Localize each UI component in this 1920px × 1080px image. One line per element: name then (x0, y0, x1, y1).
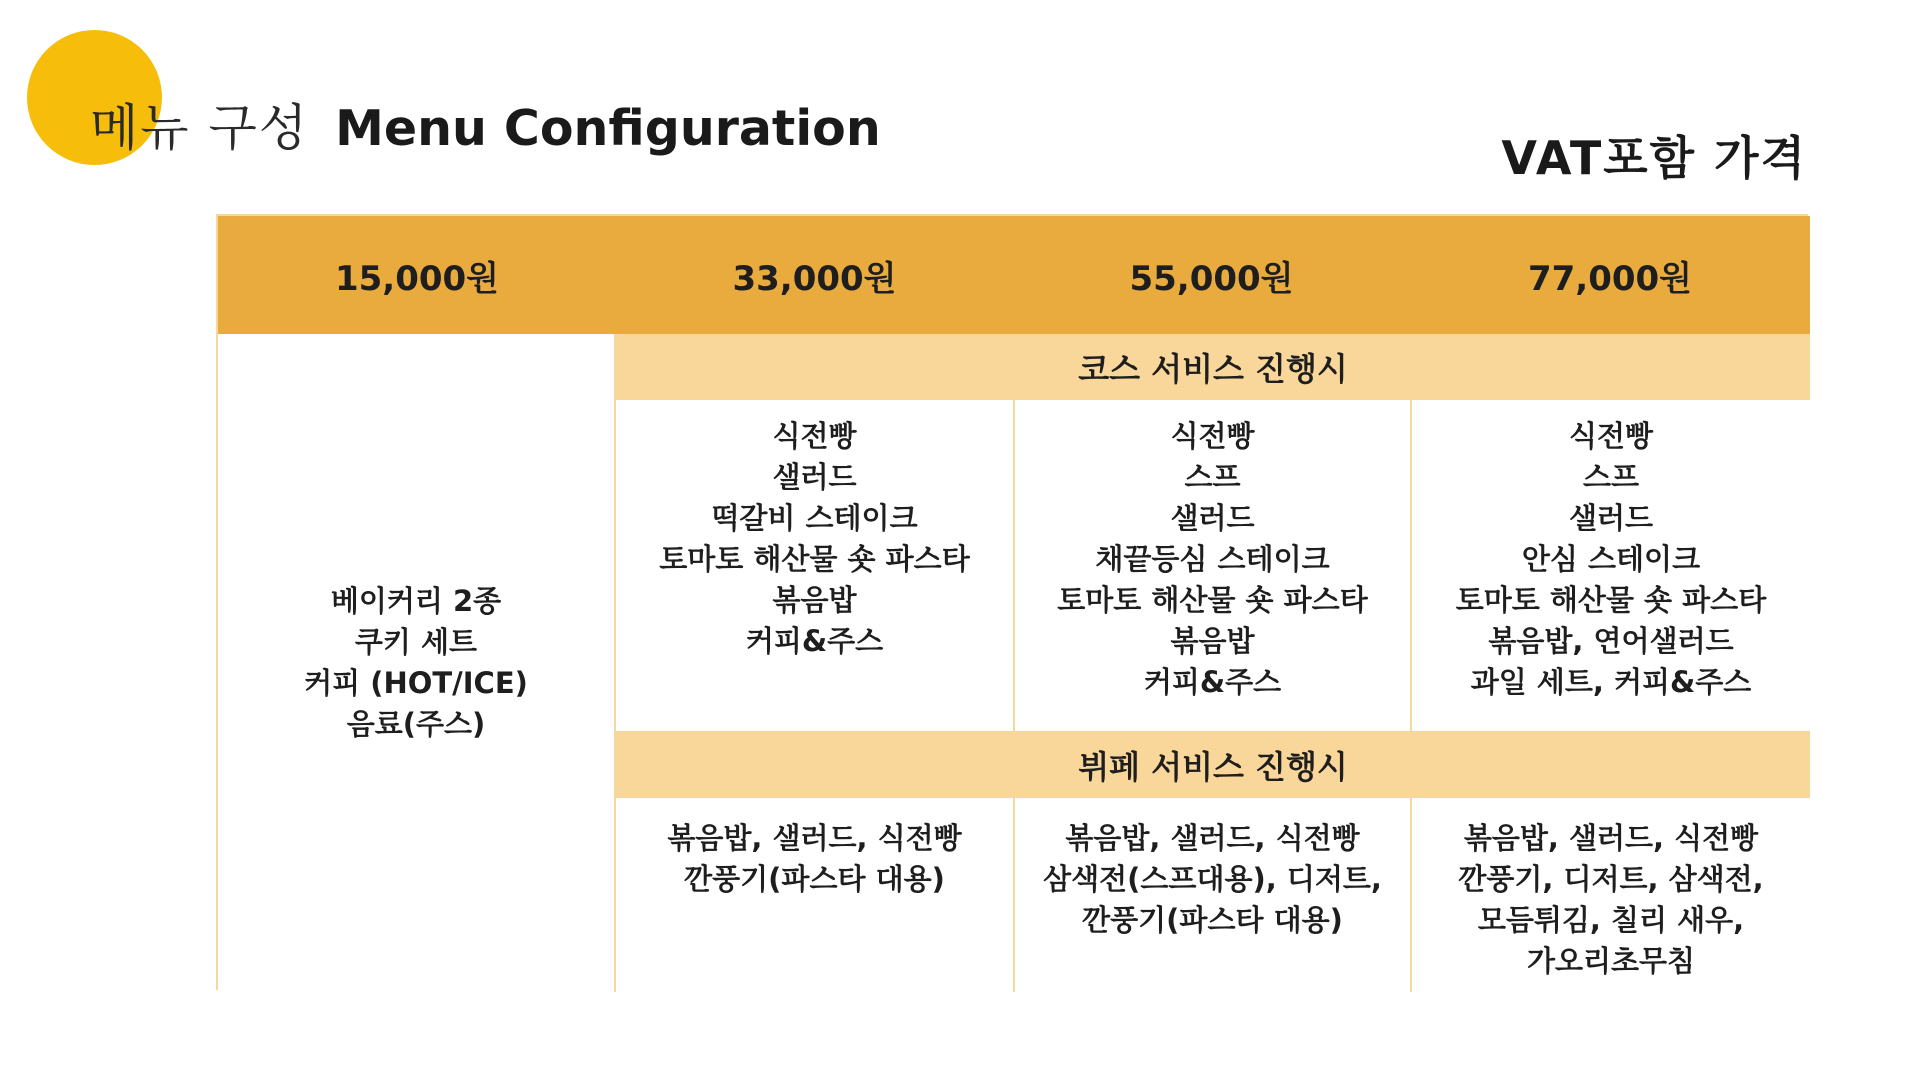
menu-item: 볶음밥 (1170, 624, 1255, 658)
menu-item: 볶음밥, 샐러드, 식전빵 (1065, 821, 1360, 855)
course-menu-77000 (1410, 400, 1810, 731)
menu-item: 볶음밥, 샐러드, 식전빵 (1463, 821, 1759, 855)
price-header-33000: 33,000원 (616, 216, 1013, 334)
menu-item: 샐러드 (772, 460, 857, 494)
buffet-menu-33000 (616, 798, 1013, 992)
basic-menu-item: 음료(주스) (346, 707, 486, 741)
course-service-band: 코스 서비스 진행시 (616, 334, 1810, 400)
price-header-77000: 77,000원 (1410, 216, 1810, 334)
menu-item: 토마토 해산물 숏 파스타 (1057, 583, 1368, 617)
menu-item: 볶음밥, 연어샐러드 (1488, 624, 1734, 658)
menu-item: 커피&주스 (1143, 665, 1282, 699)
basic-menu-item: 베이커리 2종 (330, 584, 502, 618)
price-header-55000: 55,000원 (1013, 216, 1410, 334)
menu-item: 스프 (1184, 460, 1241, 494)
menu-item: 깐풍기(파스타 대용) (1082, 903, 1343, 937)
menu-item: 커피&주스 (745, 624, 884, 658)
menu-item: 샐러드 (1170, 501, 1255, 535)
menu-item: 식전빵 (772, 419, 857, 453)
vat-note: VAT포함 가격 (1501, 131, 1807, 185)
course-menu-33000 (616, 400, 1013, 731)
buffet-menu-55000 (1013, 798, 1410, 992)
price-header-15000: 15,000원 (218, 216, 616, 334)
basic-menu-cell (218, 334, 616, 992)
menu-item: 식전빵 (1568, 419, 1654, 453)
menu-item: 식전빵 (1170, 419, 1255, 453)
menu-item: 모듬튀김, 칠리 새우, (1477, 903, 1745, 937)
page-title-english: Menu Configuration (335, 100, 881, 157)
menu-item: 깐풍기(파스타 대용) (684, 862, 945, 896)
basic-menu-item: 커피 (HOT/ICE) (304, 666, 528, 700)
menu-item: 삼색전(스프대용), 디저트, (1043, 862, 1382, 896)
menu-item: 깐풍기, 디저트, 삼색전, (1458, 862, 1764, 896)
menu-item: 과일 세트, 커피&주스 (1470, 665, 1752, 699)
menu-item: 토마토 해산물 숏 파스타 (1455, 583, 1767, 617)
menu-item: 안심 스테이크 (1521, 542, 1701, 576)
basic-menu-item: 쿠키 세트 (354, 625, 478, 659)
menu-item: 떡갈비 스테이크 (711, 501, 918, 535)
buffet-service-band: 뷔페 서비스 진행시 (616, 731, 1810, 798)
menu-item: 볶음밥, 샐러드, 식전빵 (667, 821, 962, 855)
course-menu-55000 (1013, 400, 1410, 731)
menu-item: 볶음밥 (772, 583, 857, 617)
menu-item: 샐러드 (1568, 501, 1654, 535)
menu-item: 스프 (1582, 460, 1640, 494)
menu-item: 토마토 해산물 숏 파스타 (659, 542, 970, 576)
menu-item: 가오리초무침 (1526, 944, 1696, 978)
page-title (90, 88, 881, 160)
buffet-menu-77000 (1410, 798, 1810, 992)
page-title-korean: 메뉴 구성 (90, 99, 310, 157)
menu-table (216, 214, 1808, 990)
menu-item: 채끝등심 스테이크 (1095, 542, 1330, 576)
